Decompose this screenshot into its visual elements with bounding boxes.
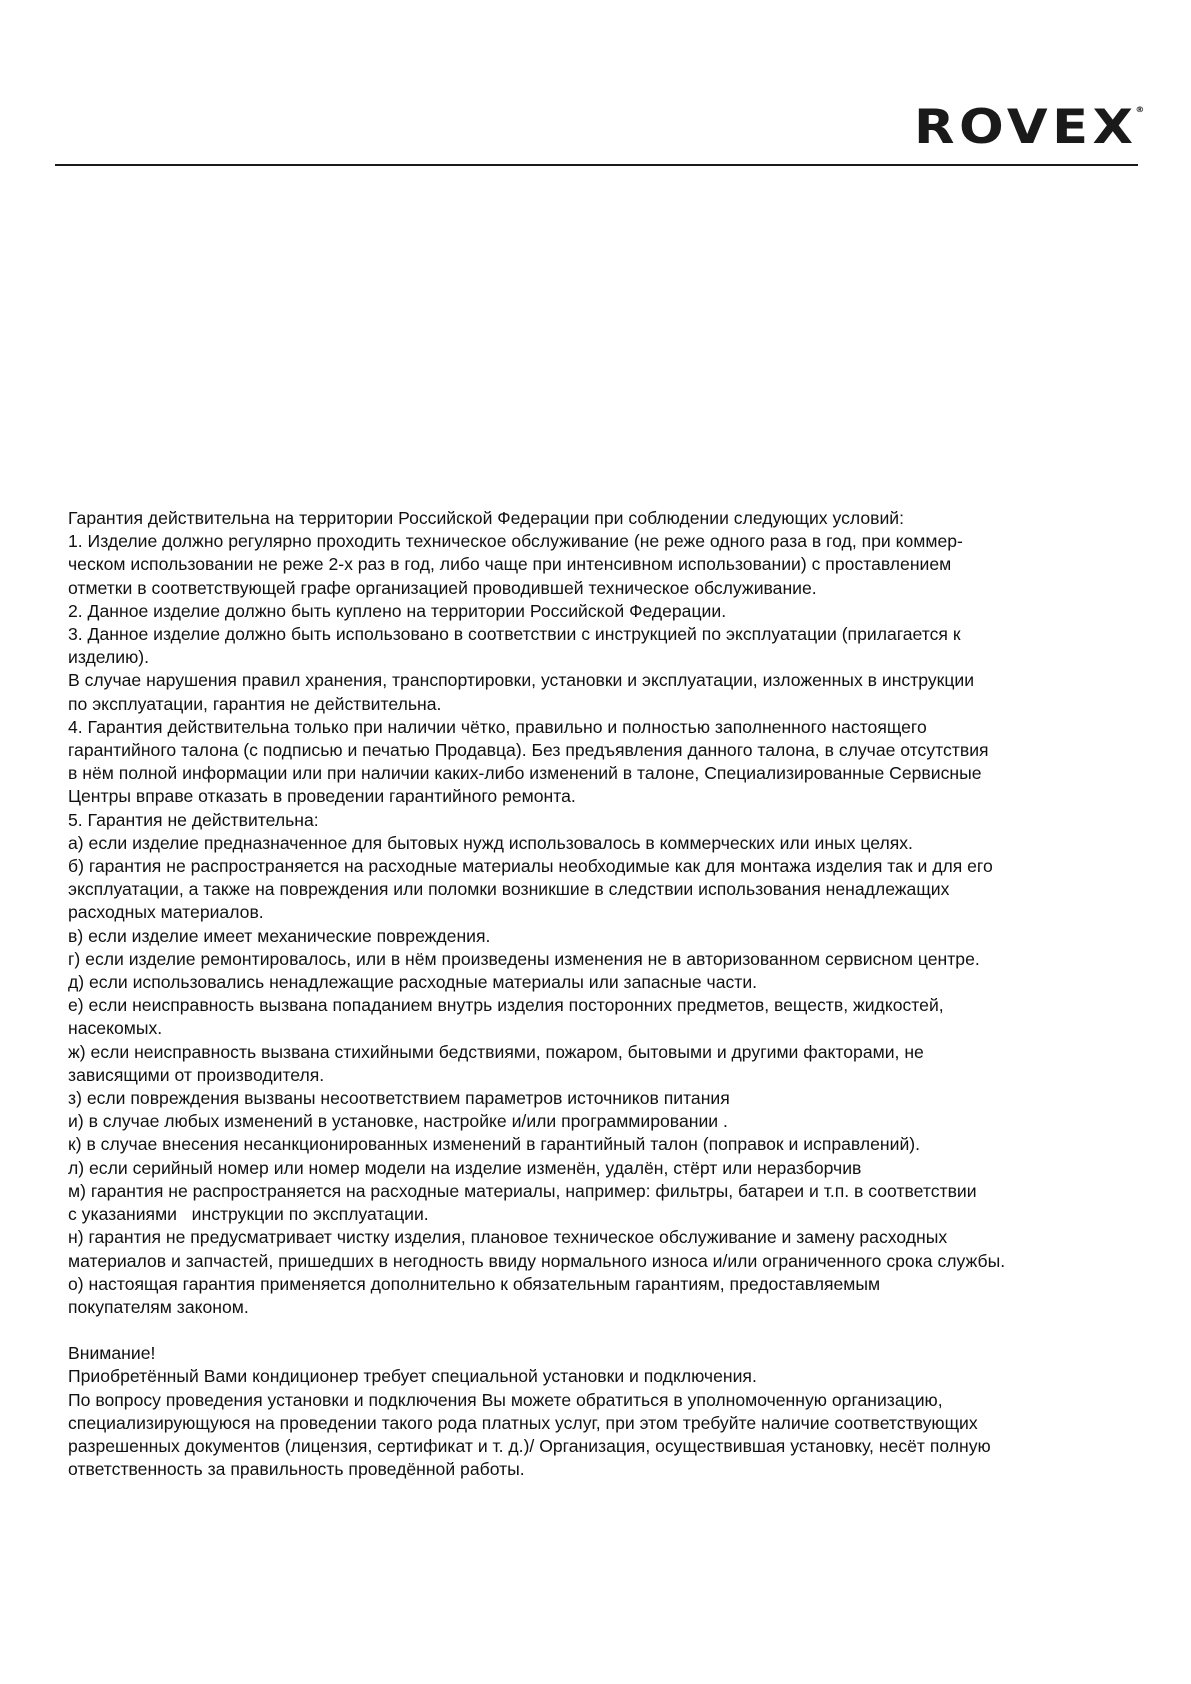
- text-line: эксплуатации, а также на повреждения или поломки возникшие в следствии использования ненадлежащих: [68, 879, 950, 900]
- text-line: в нём полной информации или при наличии каких-либо изменений в талоне, Специализированные Сервисные: [68, 763, 982, 784]
- text-line: По вопросу проведения установки и подключения Вы можете обратиться в уполномоченную организацию,: [68, 1389, 943, 1410]
- text-line: отметки в соответствующей графе организацией проводившей техническое обслуживание.: [68, 577, 817, 598]
- text-line: б) гарантия не распространяется на расходные материалы необходимые как для монтажа изделия так и для его: [68, 856, 993, 877]
- text-line: Центры вправе отказать в проведении гарантийного ремонта.: [68, 786, 576, 807]
- header-divider: [55, 164, 1138, 166]
- text-line: покупателям законом.: [68, 1296, 249, 1317]
- text-line: 3. Данное изделие должно быть использовано в соответствии с инструкцией по эксплуатации (прилагается к: [68, 624, 961, 645]
- text-line: Приобретённый Вами кондиционер требует специальной установки и подключения.: [68, 1366, 757, 1387]
- text-line: по эксплуатации, гарантия не действительна.: [68, 693, 442, 714]
- text-line: ж) если неисправность вызвана стихийными бедствиями, пожаром, бытовыми и другими факторами, не: [68, 1041, 924, 1062]
- text-line: В случае нарушения правил хранения, транспортировки, установки и эксплуатации, изложенных в инструкции: [68, 670, 975, 691]
- text-line: д) если использовались ненадлежащие расходные материалы или запасные части.: [68, 972, 758, 993]
- text-line: ответственность за правильность проведённой работы.: [68, 1459, 525, 1480]
- text-line: к) в случае внесения несанкционированных изменений в гарантийный талон (поправок и исправлений).: [68, 1134, 921, 1155]
- rovex-logo: [914, 100, 1145, 155]
- text-line: гарантийного талона (с подписью и печатью Продавца). Без предъявления данного талона, в случае отсутствия: [68, 740, 989, 761]
- text-line: насекомых.: [68, 1018, 163, 1039]
- text-line: Гарантия действительна на территории Российской Федерации при соблюдении следующих условий:: [68, 508, 905, 528]
- text-line: специализирующуюся на проведении такого рода платных услуг, при этом требуйте наличие соответствующих: [68, 1412, 978, 1433]
- attention-heading: Внимание!: [68, 1343, 156, 1364]
- text-line: 1. Изделие должно регулярно проходить техническое обслуживание (не реже одного раза в год, при коммер-: [68, 531, 963, 552]
- text-line: изделию).: [68, 647, 150, 668]
- attention-notice: [68, 1342, 1158, 1481]
- page-header: [55, 0, 1145, 166]
- text-line: 5. Гарантия не действительна:: [68, 809, 319, 830]
- text-line: о) настоящая гарантия применяется дополнительно к обязательным гарантиям, предоставляемым: [68, 1273, 881, 1294]
- text-line: разрешенных документов (лицензия, сертификат и т. д.)/ Организация, осуществившая установку, несёт полную: [68, 1435, 991, 1456]
- text-line: з) если повреждения вызваны несоответствием параметров источников питания: [68, 1088, 730, 1109]
- text-line: материалов и запчастей, пришедших в негодность ввиду нормального износа и/или ограниченного срока службы.: [68, 1250, 1006, 1271]
- text-line: расходных материалов.: [68, 902, 264, 923]
- text-line: е) если неисправность вызвана попаданием внутрь изделия посторонних предметов, веществ, жидкостей,: [68, 995, 944, 1016]
- registered-mark: ®: [1135, 105, 1145, 114]
- text-line: а) если изделие предназначенное для бытовых нужд использовалось в коммерческих или иных целях.: [68, 832, 913, 853]
- text-line: и) в случае любых изменений в установке, настройке и/или программировании .: [68, 1111, 728, 1132]
- text-line: л) если серийный номер или номер модели на изделие изменён, удалён, стёрт или неразборчив: [68, 1157, 862, 1178]
- warranty-conditions: [68, 507, 1158, 1319]
- logo-text: ROVEX: [914, 100, 1138, 155]
- text-line: 4. Гарантия действительна только при наличии чётко, правильно и полностью заполненного настоящего: [68, 716, 927, 737]
- text-line: м) гарантия не распространяется на расходные материалы, например: фильтры, батареи и т.п. в соответствии: [68, 1180, 977, 1201]
- paragraph-gap: [68, 1319, 1158, 1342]
- warranty-text: [68, 507, 1158, 1481]
- text-line: 2. Данное изделие должно быть куплено на территории Российской Федерации.: [68, 600, 727, 621]
- text-line: с указаниями инструкции по эксплуатации.: [68, 1204, 429, 1225]
- text-line: зависящими от производителя.: [68, 1064, 325, 1085]
- text-line: в) если изделие имеет механические повреждения.: [68, 925, 491, 946]
- text-line: н) гарантия не предусматривает чистку изделия, плановое техническое обслуживание и замену расходных: [68, 1227, 948, 1248]
- text-line: ческом использовании не реже 2-х раз в год, либо чаще при интенсивном использовании) с проставлением: [68, 554, 952, 575]
- text-line: г) если изделие ремонтировалось, или в нём произведены изменения не в авторизованном сервисном центре.: [68, 948, 980, 969]
